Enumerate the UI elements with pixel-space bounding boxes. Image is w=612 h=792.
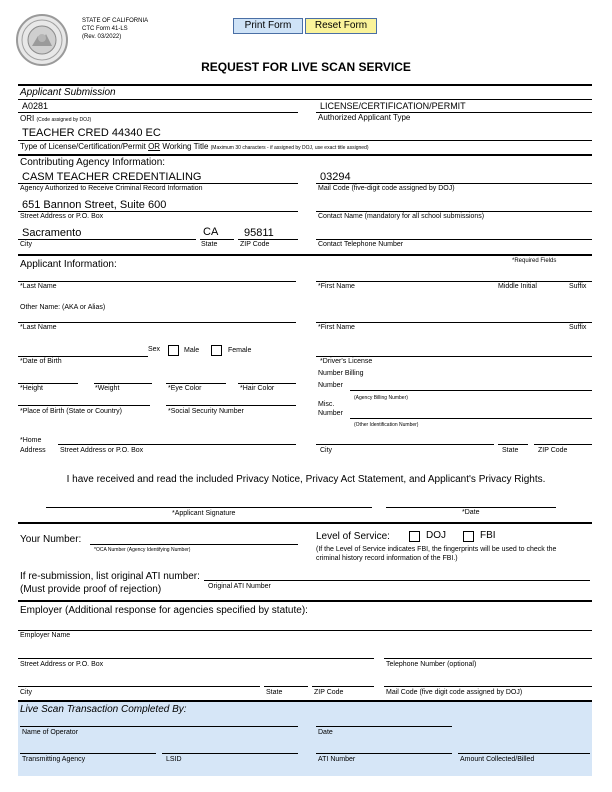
privacy-statement: I have received and read the included Privacy Notice, Privacy Act Statement, and Applicant's Privacy Rights. xyxy=(66,474,546,485)
doj-label: DOJ xyxy=(426,530,446,541)
employer-phone-label: Telephone Number (optional) xyxy=(386,661,477,668)
last-name-label: *Last Name xyxy=(20,283,57,290)
first-name-label: *First Name xyxy=(318,283,355,290)
resubmission-line1: If re-submission, list original ATI number: xyxy=(20,571,200,582)
level-note-line1: (If the Level of Service indicates FBI, the fingerprints will be used to check the xyxy=(316,546,557,553)
state-label: STATE OF CALIFORNIA xyxy=(82,18,149,24)
form-number: CTC Form 41-LS xyxy=(82,26,128,32)
sex-label: Sex xyxy=(148,346,161,353)
employer-mail-code-label: Mail Code (five digit code assigned by DOJ) xyxy=(386,689,523,696)
home-label: *Home xyxy=(20,437,42,444)
street-label: Street Address or P.O. Box xyxy=(20,213,104,220)
form-revision: (Rev. 03/2022) xyxy=(82,34,122,40)
reset-form-button[interactable]: Reset Form xyxy=(305,18,377,34)
authorized-type-label: Authorized Applicant Type xyxy=(318,113,411,122)
license-type-label: Type of License/Certification/Permit OR Working Title (Maximum 30 characters - if assigned by DOJ, use exact title assigned) xyxy=(20,142,369,151)
seal-emblem-icon xyxy=(18,16,66,64)
ori-label: ORI (Code assigned by DOJ) xyxy=(20,114,92,123)
state-seal xyxy=(16,14,68,66)
page-title: REQUEST FOR LIVE SCAN SERVICE xyxy=(201,60,411,74)
applicant-signature-label: *Applicant Signature xyxy=(172,510,236,517)
city-value[interactable]: Sacramento xyxy=(22,227,82,239)
hair-color-label: *Hair Color xyxy=(240,385,275,392)
contributing-agency-heading: Contributing Agency Information: xyxy=(20,157,166,168)
female-label: Female xyxy=(228,347,252,354)
place-of-birth-label: *Place of Birth (State or Country) xyxy=(20,408,122,415)
male-label: Male xyxy=(184,347,200,354)
misc-number-label: Number xyxy=(318,410,343,417)
home-state-label: State xyxy=(502,447,519,454)
amount-collected-label: Amount Collected/Billed xyxy=(460,756,535,763)
license-type-value[interactable]: TEACHER CRED 44340 EC xyxy=(22,127,161,139)
employer-city-label: City xyxy=(20,689,33,696)
mail-code-value[interactable]: 03294 xyxy=(320,171,351,183)
state-label-field: State xyxy=(201,241,218,248)
billing-number-label: Number xyxy=(318,382,343,389)
authorized-type-value[interactable]: LICENSE/CERTIFICATION/PERMIT xyxy=(320,101,466,111)
middle-initial-label: Middle Initial xyxy=(498,283,537,290)
employer-zip-label: ZIP Code xyxy=(314,689,344,696)
applicant-info-heading: Applicant Information: xyxy=(20,259,117,270)
fbi-label: FBI xyxy=(480,530,496,541)
misc-label: Misc. xyxy=(318,401,335,408)
applicant-submission-heading: Applicant Submission xyxy=(20,87,116,98)
ati-number-label: ATI Number xyxy=(318,756,356,763)
employer-street-label: Street Address or P.O. Box xyxy=(20,661,104,668)
number-billing-label: Number Billing xyxy=(318,370,364,377)
operator-name-label: Name of Operator xyxy=(22,729,79,736)
agency-value[interactable]: CASM TEACHER CREDENTIALING xyxy=(22,171,202,183)
alias-suffix-label: Suffix xyxy=(569,324,587,331)
oca-number-label: *OCA Number (Agency Identifying Number) xyxy=(94,547,191,553)
lsid-label: LSID xyxy=(166,756,182,763)
home-street-label: Street Address or P.O. Box xyxy=(60,447,144,454)
street-value[interactable]: 651 Bannon Street, Suite 600 xyxy=(22,199,167,211)
alias-last-name-label: *Last Name xyxy=(20,324,57,331)
signature-date-label: *Date xyxy=(462,509,480,516)
dob-label: *Date of Birth xyxy=(20,358,62,365)
suffix-label: Suffix xyxy=(569,283,587,290)
ssn-label: *Social Security Number xyxy=(168,408,244,415)
drivers-license-label: *Driver's License xyxy=(320,358,373,365)
home-city-label: City xyxy=(320,447,333,454)
mail-code-label: Mail Code (five-digit code assigned by DOJ) xyxy=(318,185,455,192)
weight-label: *Weight xyxy=(95,385,120,392)
home-zip-label: ZIP Code xyxy=(538,447,568,454)
employer-state-label: State xyxy=(266,689,283,696)
state-value[interactable]: CA xyxy=(203,226,219,238)
alias-first-name-label: *First Name xyxy=(318,324,355,331)
agency-billing-note: (Agency Billing Number) xyxy=(354,395,408,401)
agency-label: Agency Authorized to Receive Criminal Record Information xyxy=(20,185,203,192)
zip-label: ZIP Code xyxy=(240,241,270,248)
original-ati-label: Original ATI Number xyxy=(208,583,271,590)
required-fields-note: *Required Fields xyxy=(512,258,557,264)
doj-checkbox[interactable] xyxy=(409,531,420,542)
city-label: City xyxy=(20,241,33,248)
zip-value[interactable]: 95811 xyxy=(244,227,274,239)
live-scan-date-label: Date xyxy=(318,729,333,736)
print-form-button[interactable]: Print Form xyxy=(233,18,303,34)
contact-name-label: Contact Name (mandatory for all school submissions) xyxy=(318,213,485,220)
ori-value[interactable]: A0281 xyxy=(22,101,49,111)
employer-heading: Employer (Additional response for agencies specified by statute): xyxy=(20,605,308,616)
other-name-label: Other Name: (AKA or Alias) xyxy=(20,304,106,311)
eye-color-label: *Eye Color xyxy=(168,385,202,392)
level-note-line2: criminal history record information of the FBI.) xyxy=(316,555,458,562)
your-number-label: Your Number: xyxy=(20,534,82,545)
female-checkbox[interactable] xyxy=(211,345,222,356)
fbi-checkbox[interactable] xyxy=(463,531,474,542)
live-scan-heading: Live Scan Transaction Completed By: xyxy=(20,704,187,715)
other-id-note: (Other Identification Number) xyxy=(354,422,419,428)
resubmission-line2: (Must provide proof of rejection) xyxy=(20,584,162,595)
address-label: Address xyxy=(20,447,46,454)
height-label: *Height xyxy=(20,385,43,392)
male-checkbox[interactable] xyxy=(168,345,179,356)
employer-name-label: Employer Name xyxy=(20,632,71,639)
transmitting-agency-label: Transmitting Agency xyxy=(22,756,86,763)
contact-phone-label: Contact Telephone Number xyxy=(318,241,404,248)
level-of-service-label: Level of Service: xyxy=(316,531,390,542)
